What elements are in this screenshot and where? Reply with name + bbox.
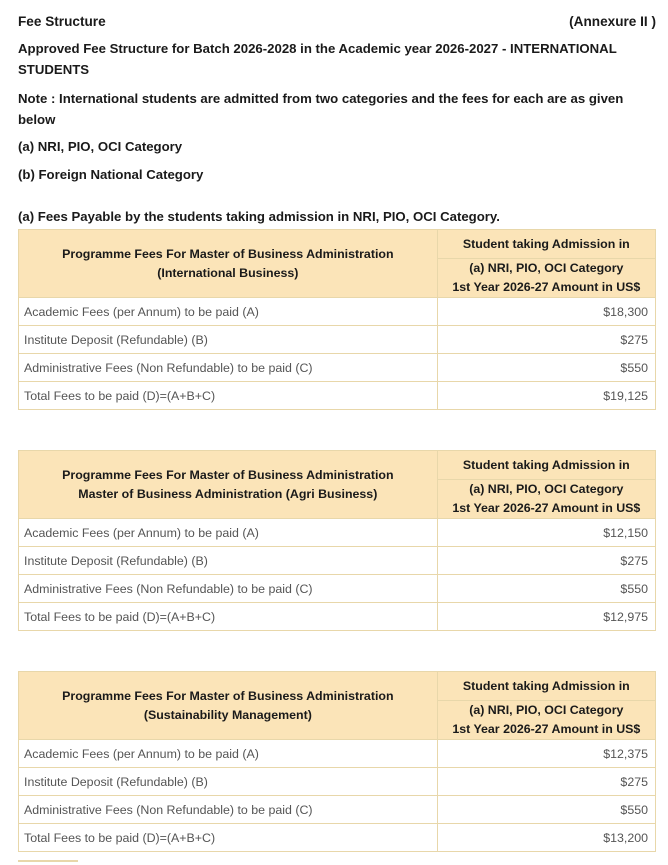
table-row (19, 354, 656, 382)
programme-title: Programme Fees For Master of Business Administration (62, 246, 394, 261)
table-row (19, 382, 656, 410)
programme-title: Programme Fees For Master of Business Administration (62, 688, 394, 703)
fee-label: Institute Deposit (Refundable) (B) (19, 326, 438, 354)
fee-amount: $550 (437, 575, 655, 603)
fee-label: Academic Fees (per Annum) to be paid (A) (19, 298, 438, 326)
fee-label: Administrative Fees (Non Refundable) to be paid (C) (19, 354, 438, 382)
fee-amount: $12,150 (437, 519, 655, 547)
fee-amount: $550 (437, 354, 655, 382)
fee-amount: $275 (437, 547, 655, 575)
table-row (19, 796, 656, 824)
fee-amount: $550 (437, 796, 655, 824)
fee-amount: $275 (437, 326, 655, 354)
fee-label: Institute Deposit (Refundable) (B) (19, 547, 438, 575)
admission-category-cell (437, 259, 655, 298)
table-row (19, 547, 656, 575)
fee-label: Academic Fees (per Annum) to be paid (A) (19, 740, 438, 768)
divider (18, 860, 78, 862)
programme-title: Programme Fees For Master of Business Administration (62, 467, 394, 482)
fee-amount: $19,125 (437, 382, 655, 410)
fee-table-agri-business (18, 450, 656, 631)
table-row (19, 519, 656, 547)
approved-fee-heading: Approved Fee Structure for Batch 2026-2028 in the Academic year 2026-2027 - INTERNATIONAL STUDENTS (18, 41, 617, 77)
programme-subtitle: (Sustainability Management) (143, 707, 312, 722)
programme-subtitle: Master of Business Administration (Agri Business) (78, 486, 378, 501)
admission-category: (a) NRI, PIO, OCI Category (469, 482, 624, 496)
table-row (19, 575, 656, 603)
fee-label: Academic Fees (per Annum) to be paid (A) (19, 519, 438, 547)
amount-column-label: 1st Year 2026-27 Amount in US$ (452, 722, 641, 736)
table-row (19, 768, 656, 796)
table-row (19, 326, 656, 354)
fee-amount: $275 (437, 768, 655, 796)
table-header-row (19, 451, 656, 480)
fee-label: Total Fees to be paid (D)=(A+B+C) (19, 824, 438, 852)
fee-table-international-business (18, 229, 656, 410)
annexure-label: (Annexure II ) (569, 14, 656, 29)
page-title: Fee Structure (18, 14, 106, 29)
amount-column-label: 1st Year 2026-27 Amount in US$ (452, 280, 641, 294)
admission-category: (a) NRI, PIO, OCI Category (469, 703, 624, 717)
table-row (19, 824, 656, 852)
category-b-label: (b) Foreign National Category (18, 167, 204, 182)
programme-header-cell (19, 672, 438, 740)
category-a-label: (a) NRI, PIO, OCI Category (18, 139, 183, 154)
fee-label: Total Fees to be paid (D)=(A+B+C) (19, 603, 438, 631)
fee-amount: $12,375 (437, 740, 655, 768)
admission-category-cell (437, 480, 655, 519)
admission-note: Note : International students are admitted from two categories and the fees for each are as given below (18, 91, 624, 127)
fee-amount: $12,975 (437, 603, 655, 631)
fee-label: Administrative Fees (Non Refundable) to be paid (C) (19, 796, 438, 824)
admission-category-cell (437, 701, 655, 740)
table-row (19, 740, 656, 768)
fee-label: Institute Deposit (Refundable) (B) (19, 768, 438, 796)
admission-header-cell: Student taking Admission in (437, 451, 655, 480)
fee-label: Administrative Fees (Non Refundable) to be paid (C) (19, 575, 438, 603)
section-title: (a) Fees Payable by the students taking admission in NRI, PIO, OCI Category. (18, 209, 500, 224)
fee-table-sustainability-management (18, 671, 656, 852)
admission-header-cell: Student taking Admission in (437, 672, 655, 701)
table-header-row (19, 230, 656, 259)
admission-category: (a) NRI, PIO, OCI Category (469, 261, 624, 275)
programme-header-cell (19, 230, 438, 298)
programme-header-cell (19, 451, 438, 519)
amount-column-label: 1st Year 2026-27 Amount in US$ (452, 501, 641, 515)
fee-amount: $13,200 (437, 824, 655, 852)
table-header-row (19, 672, 656, 701)
fee-label: Total Fees to be paid (D)=(A+B+C) (19, 382, 438, 410)
admission-header-cell: Student taking Admission in (437, 230, 655, 259)
programme-subtitle: (International Business) (157, 265, 299, 280)
table-row (19, 603, 656, 631)
fee-amount: $18,300 (437, 298, 655, 326)
table-row (19, 298, 656, 326)
